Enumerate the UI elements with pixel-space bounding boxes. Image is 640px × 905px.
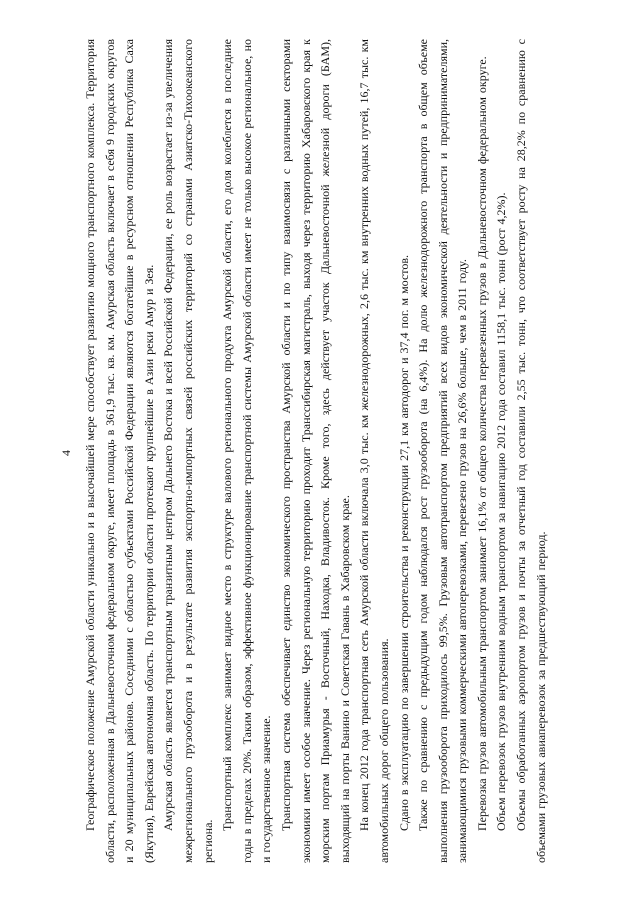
paragraph-commissioning: Сдано в эксплуатацию по завершении строительства и реконструкции 27,1 км автодорог и 37,4 пог. м мостов. [396,254,411,831]
paragraph-transit-center: Амурская область является транспортным транзитным центром Дальнего Востока и всей Российской Федерации, ее роль возрастает из-за увеличения межрегионального грузооборота и в результате развития экспортно-импортных связей российских территорий со странами Азиатско-Тихоокеанского региона. [161,38,215,863]
paragraph-geography: Географическое положение Амурской области уникально и в высочайшей мере способствует развитию мощного транспортного комплекса. Территория области, расположенная в Дальневосточном федеральном округе, имеет площадь в 361,9 тыс. кв. км. Амурская область включает в себя 9 городских округов и 20 муниципальных районов. Соседними с областью субъектами Российской Федерации являются богатейшие в ресурсном отношении Республика Саха (Якутия), Еврейская автономная область. По территории области протекают крупнейшие в Азии реки Амур и Зея. [83,38,156,863]
paragraph-freight-turnover: Также по сравнению с предыдущим годом наблюдался рост грузооборота (на 6,4%). На долю железнодорожного транспорта в общем объеме выполнения грузооборота приходилось 99,5%. Грузовым автотранспортом предприятий всех видов экономической деятельности и предпринимателями, занимающимися грузовыми коммерческими автоперевозками, перевезено грузов на 26,6% больше, чем в 2011 году. [416,38,470,863]
body-text [81,39,551,863]
paragraph-transport-complex: Транспортный комплекс занимает видное место в структуре валового регионального продукта Амурской области, его доля колеблется в последние годы в пределах 20%. Таким образом, эффективное функционирование транспортной системы Амурской области имеет не только высокое региональное, но и государственное значение. [220,38,274,863]
paragraph-transport-system: Транспортная система обеспечивает единство экономического пространства Амурской области и по типу взаимосвязи с различными секторами экономики имеет особое значение. Через региональную территорию проходит Транссибирская магистраль, выходя через территорию Хабаровского края к морским портам Приамурья - Восточный, Находка, Владивосток. Кроме того, здесь действует участок Дальневосточной железной дороги (БАМ), выходящий на порты Ванино и Советская Гавань в Хабаровском крае. [278,38,352,863]
paragraph-water-freight: Объем перевозок грузов внутренним водным транспортом за навигацию 2012 года составил 1158,1 тыс. тонн (рост 4,2%). [494,191,509,831]
document-page [55,33,585,873]
page-number: 4 [59,449,73,456]
paragraph-air-freight: Объемы обработанных аэропортом грузов и почты за отчетный год составили 2,55 тыс. тонн, что соответствует росту на 28,2% по сравнению с объемами грузовых авиаперевозок за предшествующий период. [514,38,548,863]
paragraph-road-freight: Перевозка грузов автомобильным транспортом занимает 16,1% от общего количества перевезенных грузов в Дальневосточном федеральном округе. [474,55,489,831]
paragraph-transport-network: На конец 2012 года транспортная сеть Амурской области включала 3,0 тыс. км железнодорожных, 2,6 тыс. км внутренних водных путей, 16,7 тыс. км автомобильных дорог общего пользования. [357,38,391,863]
